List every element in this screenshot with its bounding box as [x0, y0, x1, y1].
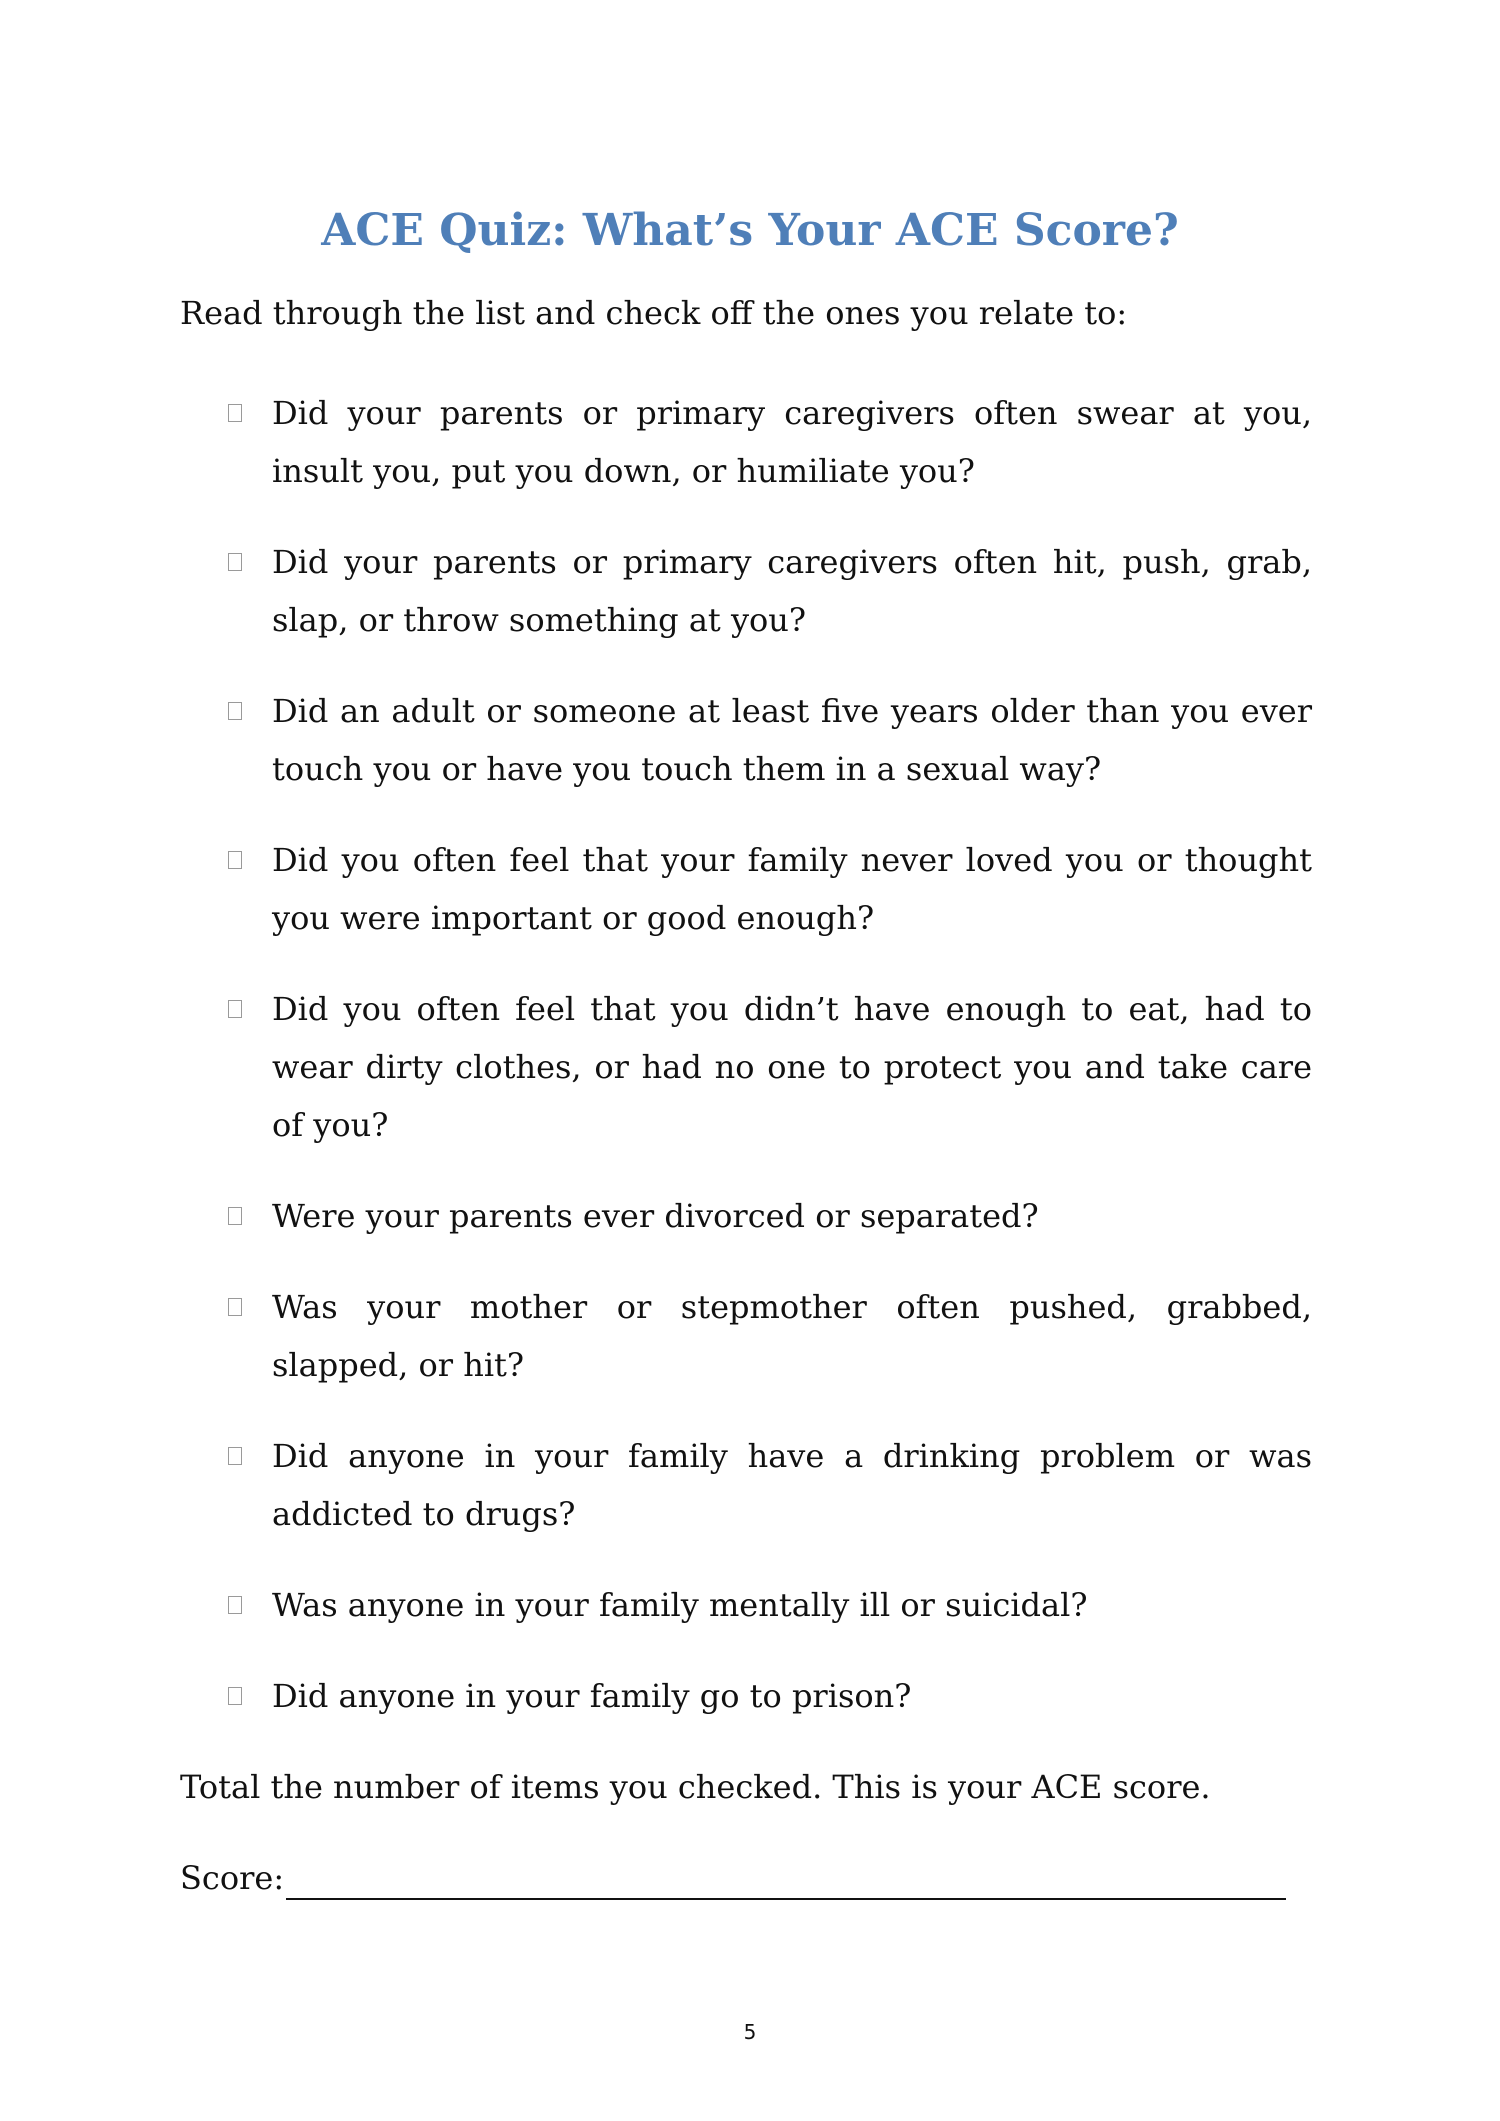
empty-checkbox-icon[interactable]: [228, 1000, 242, 1018]
checklist-item: [226, 831, 1312, 947]
empty-checkbox-icon[interactable]: [228, 1687, 242, 1705]
checklist-item-text: Did anyone in your family go to prison?: [272, 1677, 912, 1715]
checklist-item: [226, 1667, 1312, 1725]
empty-checkbox-icon[interactable]: [228, 553, 242, 571]
checklist-item-text: Did an adult or someone at least five years older than you ever touch you or have you touch them in a sexual way?: [272, 692, 1312, 788]
checklist-item: [226, 533, 1312, 649]
checklist-item-text: Was anyone in your family mentally ill or suicidal?: [272, 1586, 1088, 1624]
score-input-line[interactable]: [286, 1864, 1286, 1900]
checklist-item: [226, 980, 1312, 1154]
checklist-item-text: Did your parents or primary caregivers often swear at you, insult you, put you down, or humiliate you?: [272, 394, 1312, 490]
checklist-item-text: Did anyone in your family have a drinking problem or was addicted to drugs?: [272, 1437, 1312, 1533]
empty-checkbox-icon[interactable]: [228, 851, 242, 869]
empty-checkbox-icon[interactable]: [228, 702, 242, 720]
empty-checkbox-icon[interactable]: [228, 1298, 242, 1316]
score-row: [180, 1856, 1286, 1900]
empty-checkbox-icon[interactable]: [228, 1207, 242, 1225]
checklist-item-text: Did you often feel that your family never loved you or thought you were important or good enough?: [272, 841, 1312, 937]
empty-checkbox-icon[interactable]: [228, 1447, 242, 1465]
page-title: ACE Quiz: What’s Your ACE Score?: [321, 205, 1179, 257]
empty-checkbox-icon[interactable]: [228, 404, 242, 422]
checklist-item-text: Did you often feel that you didn’t have enough to eat, had to wear dirty clothes, or had no one to protect you and take care of you?: [272, 990, 1312, 1144]
score-label: Score:: [180, 1859, 285, 1897]
checklist-item-text: Did your parents or primary caregivers often hit, push, grab, slap, or throw something at you?: [272, 543, 1312, 639]
checklist-item: [226, 1427, 1312, 1543]
page-number: 5: [743, 2020, 757, 2044]
total-instruction: Total the number of items you checked. This is your ACE score.: [180, 1768, 1211, 1806]
intro-text: Read through the list and check off the ones you relate to:: [180, 294, 1128, 332]
checklist-item: [226, 384, 1312, 500]
checklist-item-text: Were your parents ever divorced or separated?: [272, 1197, 1039, 1235]
checklist-item: [226, 1187, 1312, 1245]
checklist-item: [226, 1278, 1312, 1394]
empty-checkbox-icon[interactable]: [228, 1596, 242, 1614]
checklist-item: [226, 1576, 1312, 1634]
ace-checklist: [226, 384, 1312, 1758]
checklist-item-text: Was your mother or stepmother often pushed, grabbed, slapped, or hit?: [272, 1288, 1312, 1384]
checklist-item: [226, 682, 1312, 798]
